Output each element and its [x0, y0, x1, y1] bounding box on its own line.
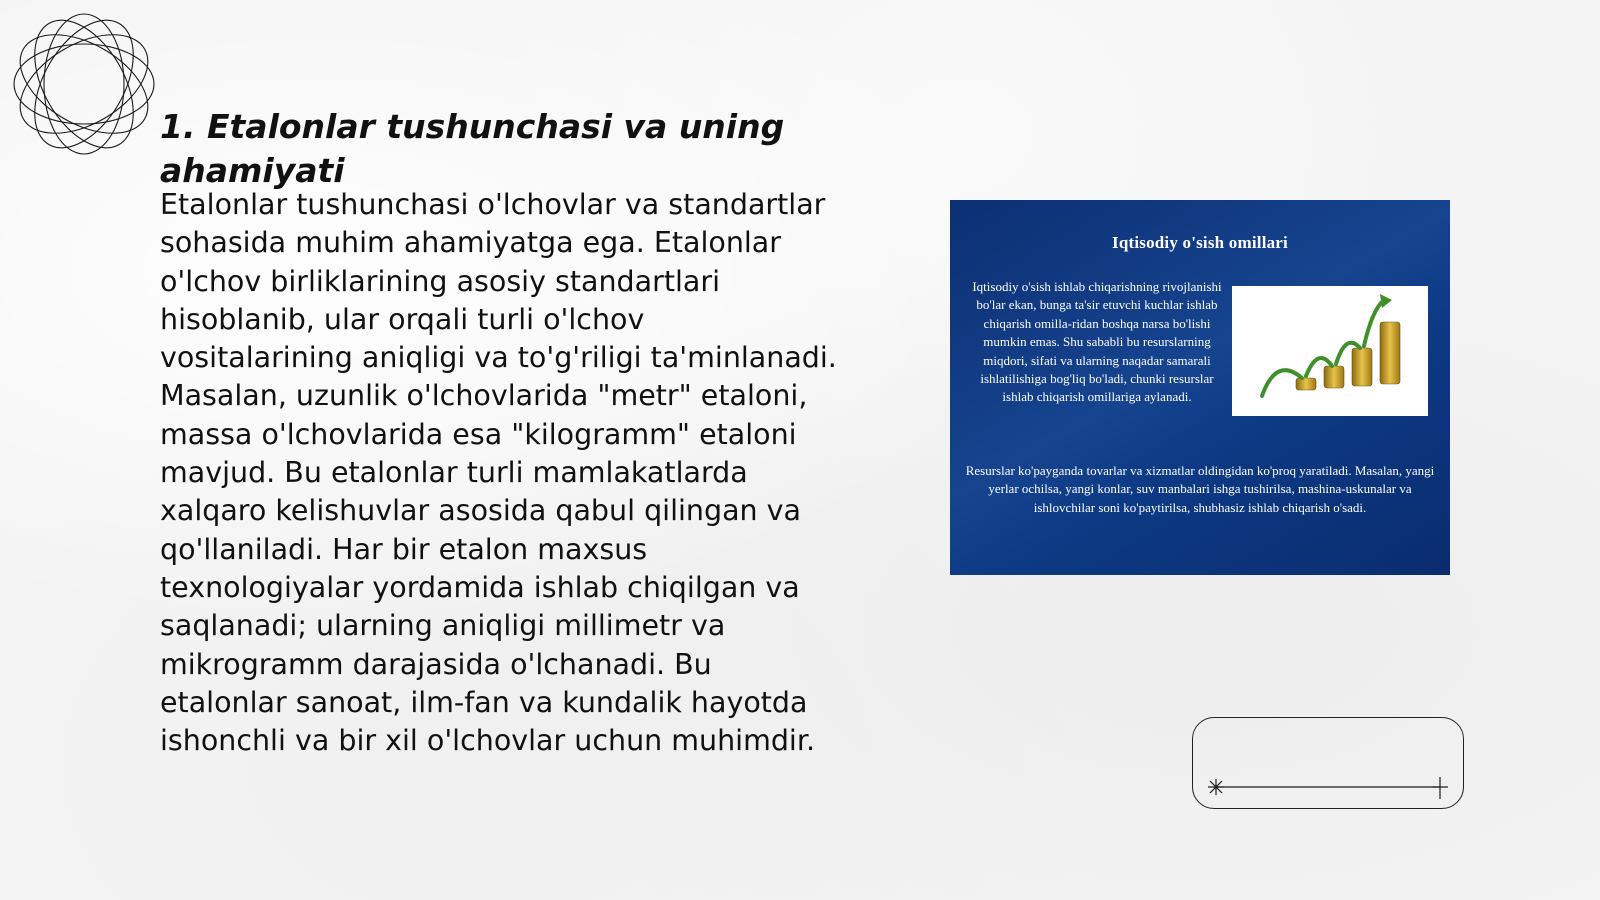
- rounded-frame-sparkle-line-icon: [1192, 717, 1464, 809]
- embedded-slide-image: [950, 200, 1450, 575]
- gold-coin-stacks-growth-icon: [1232, 286, 1428, 416]
- figure-title: Iqtisodiy o'sish omillari: [1112, 233, 1288, 252]
- slide-body-text: Etalonlar tushunchasi o'lchovlar va standartlar sohasida muhim ahamiyatga ega. Etalonlar o'lchov birliklarining asosiy standartlari hisoblanib, ular orqali turli o'lchov vositalarining aniqligi va to'g'riligi ta'minlanadi. Masalan, uzunlik o'lchovlarida "metr" etaloni, massa o'lchovlarida esa "kilogramm" etaloni mavjud. Bu etalonlar turli mamlakatlarda xalqaro kelishuvlar asosida qabul qilingan va qo'llaniladi. Har bir etalon maxsus texnologiyalar yordamida ishlab chiqilgan va saqlanadi; ularning aniqligi millimetr va mikrogramm darajasida o'lchanadi. Bu etalonlar sanoat, ilm-fan va kundalik hayotda ishonchli va bir xil o'lchovlar uchun muhimdir.: [160, 188, 837, 758]
- circular-line-ornament-icon: [10, 10, 158, 158]
- figure-paragraph-1: Iqtisodiy o'sish ishlab chiqarishning rivojlanishi bo'lar ekan, bunga ta'sir etuvchi kuchlar ishlab chiqarish omilla-ridan boshqa narsa bo'lishi mumkin emas. Shu sababli bu resurslarning miqdori, sifati va ularning naqadar samarali ishlatilishiga bog'liq bo'ladi, chunki resurslar ishlab chiqarish omillariga aylanadi.: [972, 279, 1222, 405]
- figure-paragraph-2: Resurslar ko'payganda tovarlar va xizmatlar oldingidan ko'proq yaratiladi. Masalan, yangi yerlar ochilsa, yangi konlar, suv manbalari ishga tushirilsa, mashina-uskunalar va ishlovchilar soni ko'paytirilsa, shubhasiz ishlab chiqarish o'sadi.: [965, 463, 1435, 515]
- slide-title: 1. Etalonlar tushunchasi va uning ahamiyati: [160, 107, 785, 190]
